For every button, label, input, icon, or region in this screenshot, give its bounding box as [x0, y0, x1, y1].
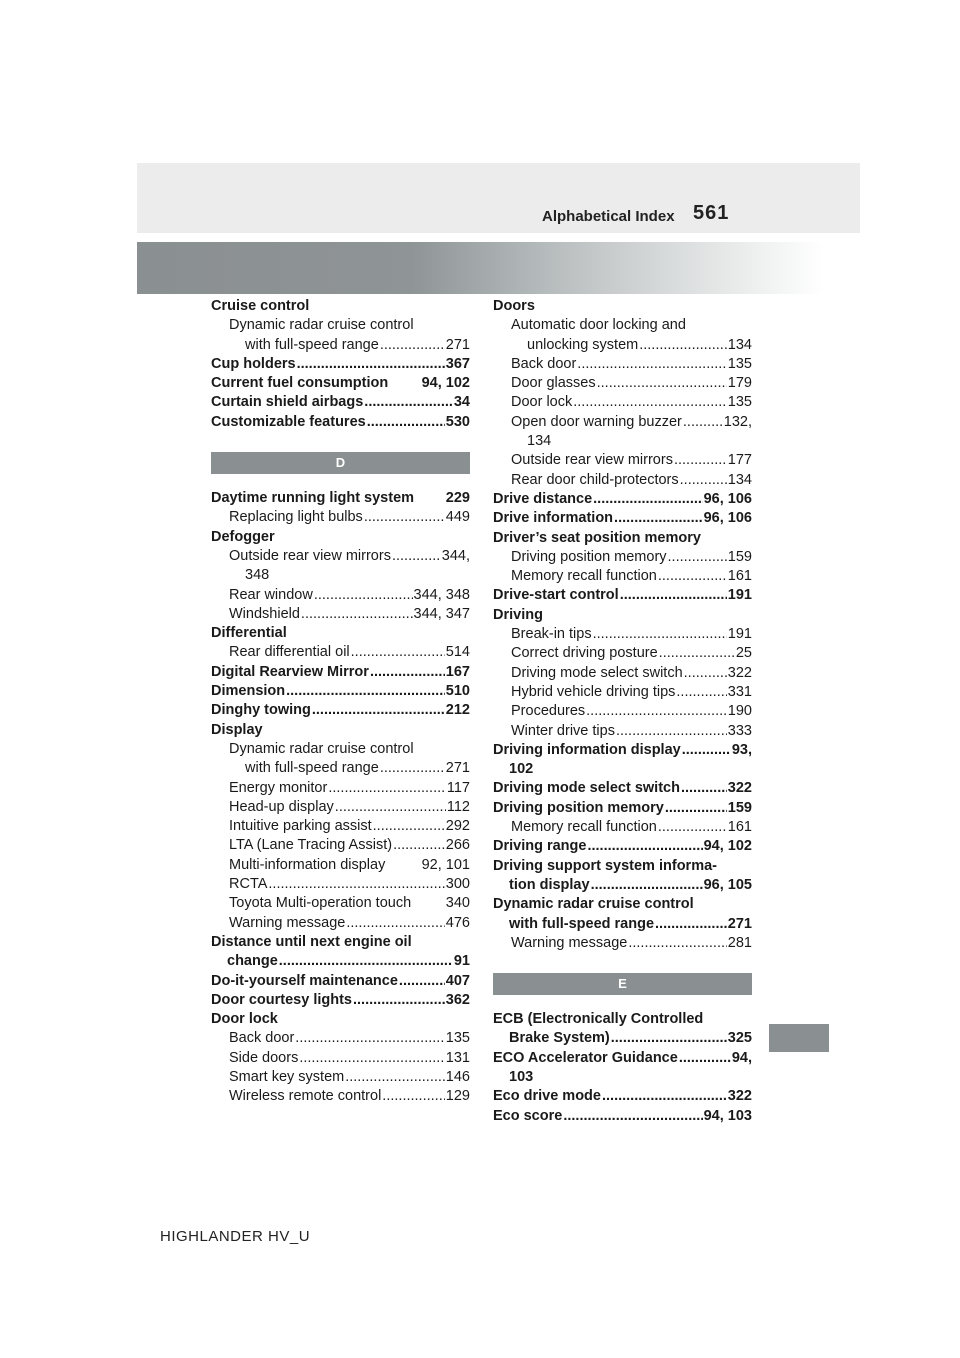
- entry-label: Memory recall function: [511, 819, 657, 836]
- dot-leader: [364, 393, 453, 412]
- entry-label: Winter drive tips: [511, 722, 615, 739]
- dot-leader: [382, 1087, 445, 1106]
- page-reference[interactable]: 325: [727, 1030, 752, 1047]
- index-subentry: [211, 856, 470, 875]
- page-reference[interactable]: 134: [727, 336, 752, 353]
- entry-label: Dimension: [211, 683, 286, 700]
- page-reference[interactable]: 331: [727, 683, 752, 700]
- entry-label: Multi-information display: [229, 856, 386, 873]
- dot-leader: [611, 1029, 727, 1048]
- page-reference[interactable]: 212: [445, 702, 470, 719]
- dot-leader: [628, 934, 726, 953]
- index-entry: [493, 876, 752, 895]
- index-entry: [211, 413, 470, 432]
- entry-label: Door lock: [511, 394, 573, 411]
- index-entry: [211, 489, 470, 508]
- dot-leader: [268, 875, 444, 894]
- page-reference[interactable]: 129: [445, 1088, 470, 1105]
- index-entry: Driving: [493, 606, 543, 623]
- index-entry: [493, 915, 752, 934]
- index-entry: [211, 374, 470, 393]
- index-subentry: [211, 759, 470, 778]
- page-reference[interactable]: 167: [445, 663, 470, 680]
- page-reference[interactable]: 96, 106: [703, 490, 752, 507]
- dot-leader: [297, 355, 445, 374]
- page-reference[interactable]: 135: [727, 355, 752, 372]
- page-reference[interactable]: 94,: [731, 1049, 752, 1066]
- page-reference[interactable]: 266: [445, 837, 470, 854]
- entry-label: Smart key system: [229, 1068, 345, 1085]
- page-reference[interactable]: 367: [445, 355, 470, 372]
- page-title: Alphabetical Index: [542, 208, 675, 225]
- dot-leader: [346, 914, 444, 933]
- index-subentry: Dynamic radar cruise control: [229, 740, 414, 757]
- dot-leader: [684, 664, 727, 683]
- index-subentry: Dynamic radar cruise control: [229, 317, 414, 334]
- page-reference[interactable]: 344, 348: [413, 586, 470, 603]
- index-subentry: 348: [245, 567, 270, 584]
- entry-label: Outside rear view mirrors: [511, 452, 673, 469]
- dot-leader: [328, 779, 446, 798]
- dot-leader: [682, 741, 731, 760]
- index-entry: [211, 682, 470, 701]
- index-subentry: [211, 914, 470, 933]
- entry-label: Replacing light bulbs: [229, 509, 363, 526]
- index-subentry: [211, 605, 470, 624]
- index-subentry: [493, 664, 752, 683]
- page-reference[interactable]: 344,: [441, 547, 470, 564]
- dot-leader: [367, 413, 445, 432]
- index-entry: Driver’s seat position memory: [493, 529, 701, 546]
- index-entry: [211, 972, 470, 991]
- dot-leader: [593, 625, 727, 644]
- entry-label: Driving mode select switch: [493, 780, 680, 797]
- index-entry: [493, 509, 752, 528]
- page-reference[interactable]: 25: [735, 645, 752, 662]
- dot-leader: [620, 586, 727, 605]
- section-header: D: [211, 452, 470, 474]
- index-entry: [211, 991, 470, 1010]
- page-reference[interactable]: 322: [727, 664, 752, 681]
- entry-label: Digital Rearview Mirror: [211, 663, 369, 680]
- entry-label: Dinghy towing: [211, 702, 311, 719]
- entry-label: with full-speed range: [245, 760, 379, 777]
- index-entry: [493, 741, 752, 760]
- page-reference[interactable]: 117: [446, 779, 470, 796]
- index-subentry: [493, 702, 752, 721]
- index-entry: Door lock: [211, 1011, 278, 1028]
- dot-leader: [314, 586, 413, 605]
- entry-label: Daytime running light system: [211, 490, 415, 507]
- entry-label: Rear differential oil: [229, 644, 350, 661]
- index-subentry: [211, 508, 470, 527]
- page-reference[interactable]: 476: [445, 914, 470, 931]
- entry-label: Customizable features: [211, 413, 366, 430]
- page-reference[interactable]: 91: [453, 953, 470, 970]
- dot-leader: [301, 605, 413, 624]
- entry-label: Eco score: [493, 1107, 563, 1124]
- index-entry: Doors: [493, 298, 535, 314]
- entry-label: Back door: [229, 1030, 295, 1047]
- page-reference[interactable]: 112: [446, 798, 470, 815]
- entry-label: Memory recall function: [511, 568, 657, 585]
- section-side-tab: [769, 1024, 829, 1052]
- page-reference[interactable]: 407: [445, 972, 470, 989]
- entry-label: with full-speed range: [509, 915, 655, 932]
- entry-label: Windshield: [229, 605, 300, 622]
- dot-leader: [676, 683, 726, 702]
- dot-leader: [602, 1087, 727, 1106]
- index-subentry: [211, 817, 470, 836]
- index-subentry: [493, 393, 752, 412]
- page-reference[interactable]: 179: [727, 375, 752, 392]
- dot-leader: [597, 374, 727, 393]
- dot-leader: [335, 798, 446, 817]
- index-subentry: [493, 567, 752, 586]
- index-subentry: Automatic door locking and: [511, 317, 686, 334]
- index-subentry: [211, 875, 470, 894]
- page-reference[interactable]: 333: [727, 722, 752, 739]
- page-reference[interactable]: 191: [727, 587, 752, 604]
- section-header: E: [493, 973, 752, 995]
- dot-leader: [573, 393, 727, 412]
- dot-leader: [373, 817, 445, 836]
- page-reference[interactable]: 94, 103: [703, 1107, 752, 1124]
- entry-label: Drive information: [493, 510, 614, 527]
- dot-leader: [299, 1049, 444, 1068]
- index-entry: [493, 586, 752, 605]
- index-subentry: [493, 683, 752, 702]
- dot-leader: [380, 759, 445, 778]
- entry-label: Rear door child-protectors: [511, 471, 679, 488]
- entry-label: Brake System): [509, 1030, 610, 1047]
- entry-label: Intuitive parking assist: [229, 818, 372, 835]
- dot-leader: [683, 413, 723, 432]
- dot-leader: [345, 1068, 445, 1087]
- index-entry: [493, 799, 752, 818]
- entry-label: Door glasses: [511, 375, 596, 392]
- entry-label: Correct driving posture: [511, 645, 658, 662]
- page-reference[interactable]: 449: [445, 509, 470, 526]
- entry-label: Eco drive mode: [493, 1088, 601, 1105]
- index-subentry: [493, 644, 752, 663]
- page-reference[interactable]: 96, 106: [703, 510, 752, 527]
- index-entry: [211, 952, 470, 971]
- entry-label: Open door warning buzzer: [511, 413, 682, 430]
- dot-leader: [587, 837, 702, 856]
- page-reference[interactable]: 229: [445, 490, 470, 507]
- entry-label: Warning message: [229, 914, 346, 931]
- index-subentry: [493, 355, 752, 374]
- index-entry: [493, 1087, 752, 1106]
- page-reference[interactable]: 292: [445, 818, 470, 835]
- dot-leader: [353, 991, 445, 1010]
- index-subentry: [211, 586, 470, 605]
- dot-leader: [295, 1029, 445, 1048]
- page-reference[interactable]: 271: [445, 760, 470, 777]
- index-subentry: [493, 374, 752, 393]
- index-subentry: [493, 625, 752, 644]
- page-reference[interactable]: 190: [727, 703, 752, 720]
- page-reference[interactable]: 271: [727, 915, 752, 932]
- dot-leader: [563, 1107, 702, 1126]
- dot-leader: [370, 663, 445, 682]
- index-entry: [211, 393, 470, 412]
- dot-leader: [658, 567, 727, 586]
- index-subentry: [211, 894, 470, 913]
- index-entry: Cruise control: [211, 298, 310, 314]
- entry-label: Back door: [511, 355, 577, 372]
- index-entry: ECB (Electronically Controlled: [493, 1011, 704, 1028]
- index-subentry: [493, 471, 752, 490]
- dot-leader: [665, 799, 727, 818]
- entry-label: Door courtesy lights: [211, 991, 352, 1008]
- index-subentry: [211, 336, 470, 355]
- index-subentry: [211, 1049, 470, 1068]
- index-subentry: [493, 451, 752, 470]
- page-reference[interactable]: 510: [445, 683, 470, 700]
- entry-label: Driving position memory: [511, 548, 667, 565]
- page-reference[interactable]: 191: [727, 626, 752, 643]
- entry-label: Hybrid vehicle driving tips: [511, 683, 676, 700]
- dot-leader: [364, 508, 445, 527]
- page-reference[interactable]: 344, 347: [413, 605, 470, 622]
- page-reference[interactable]: 146: [445, 1068, 470, 1085]
- dot-leader: [393, 836, 445, 855]
- entry-label: LTA (Lane Tracing Assist): [229, 837, 393, 854]
- page-reference[interactable]: 34: [453, 394, 470, 411]
- entry-label: change: [227, 953, 278, 970]
- entry-label: Driving information display: [493, 741, 681, 758]
- dot-leader: [639, 336, 727, 355]
- index-subentry: [493, 548, 752, 567]
- entry-label: unlocking system: [527, 336, 639, 353]
- index-subentry: [211, 779, 470, 798]
- index-subentry: [493, 413, 752, 432]
- index-entry: Distance until next engine oil: [211, 933, 412, 950]
- index-subentry: [211, 643, 470, 662]
- page-reference[interactable]: 514: [445, 644, 470, 661]
- index-entry: [493, 1107, 752, 1126]
- index-entry: [211, 701, 470, 720]
- dot-leader: [312, 701, 445, 720]
- page-reference[interactable]: 93,: [731, 741, 752, 758]
- entry-label: with full-speed range: [245, 336, 379, 353]
- footer-model: HIGHLANDER HV_U: [160, 1228, 311, 1245]
- index-entry: 103: [509, 1068, 534, 1085]
- entry-label: ECO Accelerator Guidance: [493, 1049, 678, 1066]
- index-subentry: 134: [527, 433, 552, 450]
- index-entry: 102: [509, 761, 534, 778]
- entry-label: Outside rear view mirrors: [229, 547, 391, 564]
- dot-leader: [351, 643, 445, 662]
- index-entry: [493, 1029, 752, 1048]
- dot-leader: [680, 471, 727, 490]
- page-reference[interactable]: 340: [445, 895, 470, 912]
- entry-label: Drive distance: [493, 490, 593, 507]
- header-band: [137, 163, 860, 233]
- entry-label: Cup holders: [211, 355, 296, 372]
- page-reference[interactable]: 362: [445, 991, 470, 1008]
- page-reference[interactable]: 159: [727, 548, 752, 565]
- dot-leader: [655, 915, 727, 934]
- page-reference[interactable]: 132,: [723, 413, 752, 430]
- dot-leader: [679, 1049, 731, 1068]
- entry-label: Curtain shield airbags: [211, 394, 364, 411]
- page-reference[interactable]: 135: [445, 1030, 470, 1047]
- page-reference[interactable]: 92, 101: [421, 856, 470, 873]
- entry-label: Procedures: [511, 703, 586, 720]
- page-reference[interactable]: 322: [727, 780, 752, 797]
- entry-label: Current fuel consumption: [211, 375, 389, 392]
- index-entry: Display: [211, 721, 263, 738]
- page-reference[interactable]: 159: [727, 799, 752, 816]
- dot-leader: [614, 509, 703, 528]
- index-subentry: [493, 934, 752, 953]
- entry-label: Head-up display: [229, 798, 334, 815]
- dot-leader: [380, 336, 445, 355]
- dot-leader: [591, 876, 703, 895]
- page-reference[interactable]: 94, 102: [703, 838, 752, 855]
- index-column-right: [493, 297, 752, 1126]
- index-entry: [493, 779, 752, 798]
- index-column-left: [211, 297, 470, 1107]
- index-subentry: [211, 798, 470, 817]
- dot-leader: [286, 682, 445, 701]
- index-entry: Defogger: [211, 528, 275, 545]
- page-reference[interactable]: 281: [727, 934, 752, 951]
- dot-leader: [674, 451, 727, 470]
- page-reference[interactable]: 135: [727, 394, 752, 411]
- dot-leader: [593, 490, 702, 509]
- entry-label: tion display: [509, 876, 590, 893]
- page-reference[interactable]: 161: [727, 568, 752, 585]
- index-entry: [493, 837, 752, 856]
- index-entry: [493, 1049, 752, 1068]
- page-reference[interactable]: 530: [445, 413, 470, 430]
- dot-leader: [577, 355, 727, 374]
- page-reference[interactable]: 131: [445, 1049, 470, 1066]
- index-subentry: [211, 1087, 470, 1106]
- index-subentry: [493, 722, 752, 741]
- entry-label: Rear window: [229, 586, 313, 603]
- page-reference[interactable]: 134: [727, 471, 752, 488]
- dot-leader: [586, 702, 727, 721]
- page-number: 561: [693, 202, 730, 224]
- dot-leader: [658, 818, 727, 837]
- dot-leader: [668, 548, 727, 567]
- index-subentry: [211, 547, 470, 566]
- dot-leader: [279, 952, 453, 971]
- dot-leader: [399, 972, 445, 991]
- index-subentry: [493, 818, 752, 837]
- entry-label: Driving position memory: [493, 799, 664, 816]
- page-reference[interactable]: 96, 105: [703, 876, 752, 893]
- index-entry: Driving support system informa-: [493, 857, 717, 874]
- index-entry: [211, 663, 470, 682]
- header-gradient-bar: [137, 242, 860, 294]
- page-reference[interactable]: 271: [445, 336, 470, 353]
- dot-leader: [659, 644, 735, 663]
- index-entry: [211, 355, 470, 374]
- index-subentry: [211, 1068, 470, 1087]
- entry-label: Wireless remote control: [229, 1088, 382, 1105]
- entry-label: Side doors: [229, 1049, 299, 1066]
- page-reference[interactable]: 300: [445, 876, 470, 893]
- entry-label: Energy monitor: [229, 779, 328, 796]
- page-reference[interactable]: 161: [727, 819, 752, 836]
- page-reference[interactable]: 94, 102: [421, 375, 470, 392]
- dot-leader: [392, 547, 441, 566]
- index-entry: [493, 490, 752, 509]
- dot-leader: [616, 722, 727, 741]
- entry-label: Do-it-yourself maintenance: [211, 972, 398, 989]
- index-subentry: [493, 336, 752, 355]
- index-entry: Differential: [211, 625, 287, 642]
- entry-label: RCTA: [229, 876, 268, 893]
- index-entry: Dynamic radar cruise control: [493, 896, 694, 913]
- entry-label: Break-in tips: [511, 626, 592, 643]
- dot-leader: [681, 779, 727, 798]
- entry-label: Drive-start control: [493, 587, 619, 604]
- page-reference[interactable]: 177: [727, 452, 752, 469]
- index-subentry: [211, 1029, 470, 1048]
- entry-label: Driving mode select switch: [511, 664, 683, 681]
- entry-label: Toyota Multi-operation touch: [229, 895, 412, 912]
- entry-label: Warning message: [511, 934, 628, 951]
- index-subentry: [211, 836, 470, 855]
- entry-label: Driving range: [493, 838, 587, 855]
- page-reference[interactable]: 322: [727, 1088, 752, 1105]
